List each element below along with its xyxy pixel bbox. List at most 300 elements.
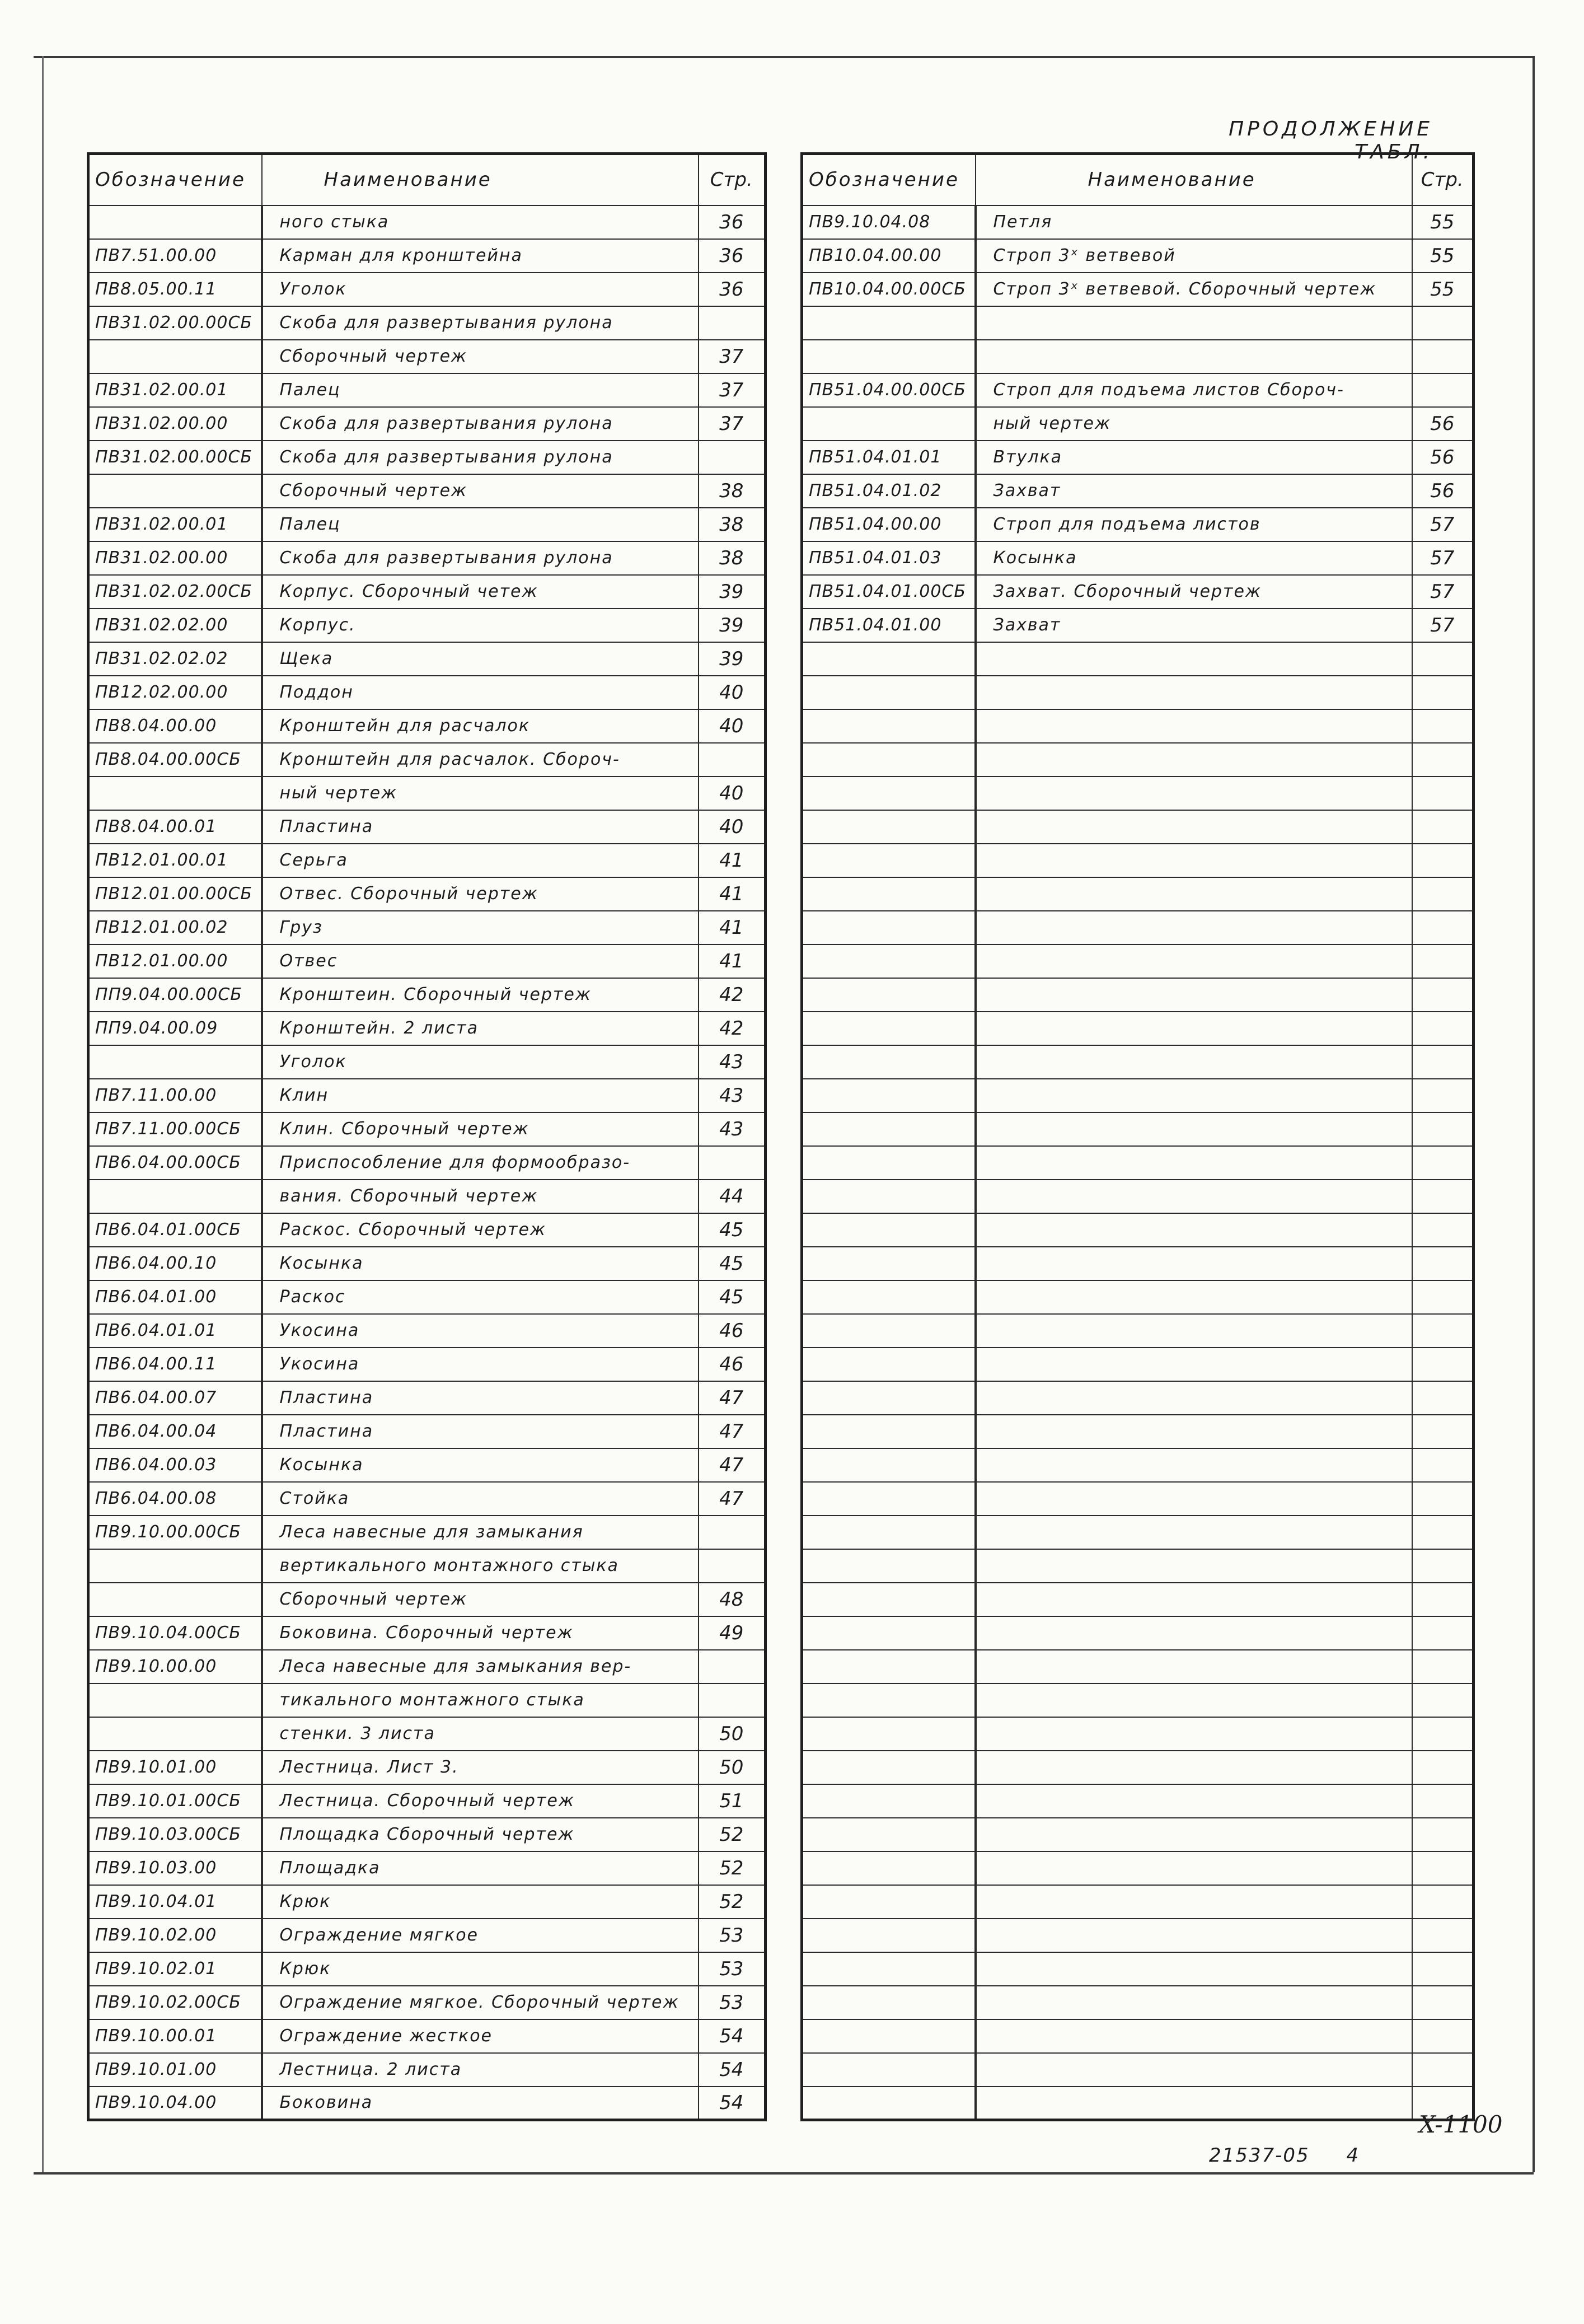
- designation-cell: [802, 1381, 976, 1415]
- table-row: [88, 743, 766, 777]
- designation-cell: [802, 1415, 976, 1448]
- table-row: [88, 1818, 766, 1851]
- page-cell: 41: [699, 944, 766, 978]
- page-cell: [699, 1684, 766, 1717]
- name-cell: Кронштеин. Сборочный чертеж: [262, 978, 699, 1012]
- name-cell: [976, 1516, 1412, 1549]
- designation-cell: ПВ31.02.00.00СБ: [88, 441, 262, 474]
- name-cell: [976, 1314, 1412, 1348]
- name-cell: Захват: [976, 609, 1412, 642]
- name-cell: [976, 1381, 1412, 1415]
- designation-cell: [802, 2087, 976, 2120]
- name-cell: ного стыка: [262, 205, 699, 239]
- page-cell: 50: [699, 1717, 766, 1751]
- table-row: [88, 1851, 766, 1885]
- designation-cell: ПВ31.02.00.00СБ: [88, 306, 262, 340]
- page-cell: [1412, 1919, 1474, 1952]
- table-row: [802, 877, 1474, 911]
- name-cell: Сборочный чертеж: [262, 340, 699, 373]
- page-cell: 41: [699, 844, 766, 877]
- right-table-body: [802, 205, 1474, 2120]
- page-cell: 38: [699, 474, 766, 508]
- table-row: [802, 1516, 1474, 1549]
- page-cell: [1412, 743, 1474, 777]
- frame-bottom-line: [34, 2172, 1534, 2175]
- designation-cell: ПВ9.10.04.00: [88, 2087, 262, 2120]
- document-stamp: [1209, 2144, 1360, 2167]
- page-cell: 53: [699, 1986, 766, 2019]
- name-cell: Пластина: [262, 1381, 699, 1415]
- name-cell: тикального монтажного стыка: [262, 1684, 699, 1717]
- name-cell: Площадка Сборочный чертеж: [262, 1818, 699, 1851]
- page-cell: [1412, 642, 1474, 676]
- name-cell: [976, 1818, 1412, 1851]
- designation-cell: ПП9.04.00.00СБ: [88, 978, 262, 1012]
- name-cell: Лестница. Сборочный чертеж: [262, 1784, 699, 1818]
- name-cell: [976, 1583, 1412, 1616]
- header-page: Стр.: [1412, 154, 1474, 205]
- table-row: [802, 2019, 1474, 2053]
- table-row: [88, 777, 766, 810]
- name-cell: Боковина: [262, 2087, 699, 2120]
- designation-cell: ПВ9.10.00.00СБ: [88, 1516, 262, 1549]
- page-cell: 36: [699, 239, 766, 273]
- designation-cell: [802, 642, 976, 676]
- designation-cell: ПВ12.01.00.00: [88, 944, 262, 978]
- designation-cell: ПВ51.04.01.02: [802, 474, 976, 508]
- designation-cell: ПВ7.11.00.00: [88, 1079, 262, 1112]
- designation-cell: [802, 2019, 976, 2053]
- designation-cell: ПВ6.04.00.08: [88, 1482, 262, 1516]
- name-cell: [976, 1684, 1412, 1717]
- table-row: [88, 944, 766, 978]
- sheet-number: 4: [1346, 2144, 1360, 2167]
- page-cell: 52: [699, 1851, 766, 1885]
- table-row: [802, 1986, 1474, 2019]
- designation-cell: [802, 1112, 976, 1146]
- name-cell: Площадка: [262, 1851, 699, 1885]
- name-cell: Груз: [262, 911, 699, 944]
- designation-cell: ПВ6.04.00.11: [88, 1348, 262, 1381]
- header-page: Стр.: [699, 154, 766, 205]
- designation-cell: ПВ51.04.01.03: [802, 541, 976, 575]
- table-row: [88, 1415, 766, 1448]
- table-row: [802, 1784, 1474, 1818]
- designation-cell: ПВ10.04.00.00: [802, 239, 976, 273]
- designation-cell: ПВ31.02.00.00: [88, 407, 262, 441]
- page-cell: [1412, 1885, 1474, 1919]
- page-cell: 39: [699, 575, 766, 609]
- page-cell: 37: [699, 407, 766, 441]
- designation-cell: ПВ6.04.00.04: [88, 1415, 262, 1448]
- table-row: [802, 407, 1474, 441]
- table-row: [88, 1885, 766, 1919]
- designation-cell: [802, 1952, 976, 1986]
- page-cell: [1412, 810, 1474, 844]
- name-cell: вания. Сборочный чертеж: [262, 1180, 699, 1213]
- name-cell: [976, 844, 1412, 877]
- name-cell: Сборочный чертеж: [262, 474, 699, 508]
- designation-cell: [802, 1516, 976, 1549]
- page-cell: [1412, 1448, 1474, 1482]
- page-cell: [1412, 306, 1474, 340]
- designation-cell: [802, 1045, 976, 1079]
- page-cell: 47: [699, 1415, 766, 1448]
- designation-cell: [802, 1986, 976, 2019]
- designation-cell: ПВ6.04.00.07: [88, 1381, 262, 1415]
- table-row: [802, 1851, 1474, 1885]
- name-cell: [976, 743, 1412, 777]
- table-header-row: [802, 154, 1474, 205]
- page-cell: [1412, 844, 1474, 877]
- name-cell: [976, 2019, 1412, 2053]
- page-cell: [1412, 709, 1474, 743]
- page-cell: [699, 1146, 766, 1180]
- designation-cell: ПВ8.04.00.00СБ: [88, 743, 262, 777]
- name-cell: Косынка: [976, 541, 1412, 575]
- table-row: [802, 911, 1474, 944]
- name-cell: [976, 1079, 1412, 1112]
- table-row: [802, 1919, 1474, 1952]
- table-row: [802, 844, 1474, 877]
- page-cell: [1412, 978, 1474, 1012]
- table-row: [88, 1986, 766, 2019]
- page-cell: 43: [699, 1112, 766, 1146]
- name-cell: Петля: [976, 205, 1412, 239]
- drawing-index-table-right: [800, 152, 1475, 2121]
- designation-cell: ПВ31.02.00.01: [88, 508, 262, 541]
- name-cell: Скоба для развертывания рулона: [262, 407, 699, 441]
- page-cell: 40: [699, 676, 766, 709]
- designation-cell: ПВ12.01.00.02: [88, 911, 262, 944]
- name-cell: Строп 3ˣ ветвевой. Сборочный чертеж: [976, 273, 1412, 306]
- designation-cell: [88, 1180, 262, 1213]
- page-cell: 42: [699, 1012, 766, 1045]
- table-row: [802, 1650, 1474, 1684]
- table-row: [802, 1415, 1474, 1448]
- page-cell: [699, 1516, 766, 1549]
- page-cell: [1412, 340, 1474, 373]
- page-cell: 45: [699, 1213, 766, 1247]
- frame-left-line: [42, 56, 44, 2172]
- page-cell: 39: [699, 642, 766, 676]
- name-cell: вертикального монтажного стыка: [262, 1549, 699, 1583]
- name-cell: [976, 1751, 1412, 1784]
- table-row: [88, 1012, 766, 1045]
- designation-cell: [802, 1717, 976, 1751]
- table-row: [88, 373, 766, 407]
- name-cell: [976, 777, 1412, 810]
- name-cell: стенки. 3 листа: [262, 1717, 699, 1751]
- table-row: [88, 1280, 766, 1314]
- designation-cell: [802, 911, 976, 944]
- name-cell: Клин: [262, 1079, 699, 1112]
- table-row: [88, 1112, 766, 1146]
- page-cell: 36: [699, 205, 766, 239]
- designation-cell: [802, 1180, 976, 1213]
- designation-cell: [802, 844, 976, 877]
- designation-cell: [802, 877, 976, 911]
- page-cell: [1412, 1314, 1474, 1348]
- name-cell: Палец: [262, 373, 699, 407]
- name-cell: [976, 642, 1412, 676]
- table-row: [802, 340, 1474, 373]
- designation-cell: ПВ6.04.00.10: [88, 1247, 262, 1280]
- page-cell: 47: [699, 1448, 766, 1482]
- name-cell: Ограждение жесткое: [262, 2019, 699, 2053]
- page-cell: 36: [699, 273, 766, 306]
- designation-cell: [802, 676, 976, 709]
- name-cell: Пластина: [262, 1415, 699, 1448]
- designation-cell: [802, 1549, 976, 1583]
- name-cell: [976, 1616, 1412, 1650]
- table-row: [802, 1180, 1474, 1213]
- table-row: [802, 609, 1474, 642]
- table-row: [88, 1482, 766, 1516]
- page-cell: 40: [699, 709, 766, 743]
- frame-top-line: [34, 56, 1534, 58]
- designation-cell: ПВ7.51.00.00: [88, 239, 262, 273]
- designation-cell: ПВ51.04.00.00СБ: [802, 373, 976, 407]
- table-row: [88, 1583, 766, 1616]
- table-header-row: [88, 154, 766, 205]
- table-row: [802, 441, 1474, 474]
- page-cell: 57: [1412, 609, 1474, 642]
- designation-cell: [802, 1885, 976, 1919]
- page-cell: [1412, 1616, 1474, 1650]
- name-cell: Кронштейн для расчалок. Сбороч-: [262, 743, 699, 777]
- designation-cell: [802, 1851, 976, 1885]
- table-row: [88, 1079, 766, 1112]
- page-cell: 48: [699, 1583, 766, 1616]
- designation-cell: [802, 407, 976, 441]
- table-row: [802, 1348, 1474, 1381]
- table-row: [88, 474, 766, 508]
- name-cell: [976, 1112, 1412, 1146]
- page-cell: 37: [699, 373, 766, 407]
- name-cell: [976, 978, 1412, 1012]
- table-row: [88, 1717, 766, 1751]
- page-cell: [1412, 2053, 1474, 2087]
- designation-cell: [802, 1784, 976, 1818]
- designation-cell: ПВ9.10.03.00СБ: [88, 1818, 262, 1851]
- header-name: Наименование: [976, 154, 1412, 205]
- table-row: [88, 1616, 766, 1650]
- name-cell: Косынка: [262, 1448, 699, 1482]
- name-cell: Раскос. Сборочный чертеж: [262, 1213, 699, 1247]
- page-cell: 56: [1412, 441, 1474, 474]
- table-row: [802, 709, 1474, 743]
- table-row: [88, 2019, 766, 2053]
- designation-cell: ПВ9.10.00.00: [88, 1650, 262, 1684]
- table-row: [802, 575, 1474, 609]
- designation-cell: ПВ8.04.00.00: [88, 709, 262, 743]
- table-row: [802, 1549, 1474, 1583]
- name-cell: Стойка: [262, 1482, 699, 1516]
- name-cell: [976, 1952, 1412, 1986]
- page-cell: [699, 441, 766, 474]
- table-row: [88, 1381, 766, 1415]
- table-row: [88, 239, 766, 273]
- table-row: [802, 239, 1474, 273]
- page-cell: [1412, 1079, 1474, 1112]
- page-cell: 47: [699, 1482, 766, 1516]
- designation-cell: ПВ9.10.01.00: [88, 1751, 262, 1784]
- page-cell: 54: [699, 2087, 766, 2120]
- name-cell: Корпус.: [262, 609, 699, 642]
- page-cell: [1412, 1583, 1474, 1616]
- table-row: [802, 1012, 1474, 1045]
- designation-cell: [802, 1919, 976, 1952]
- page-cell: [1412, 1213, 1474, 1247]
- name-cell: Отвес: [262, 944, 699, 978]
- name-cell: ный чертеж: [262, 777, 699, 810]
- page-cell: 52: [699, 1885, 766, 1919]
- designation-cell: [802, 1650, 976, 1684]
- designation-cell: ПВ10.04.00.00СБ: [802, 273, 976, 306]
- designation-cell: ПВ12.02.00.00: [88, 676, 262, 709]
- table-row: [88, 1146, 766, 1180]
- designation-cell: [88, 1684, 262, 1717]
- name-cell: [976, 1650, 1412, 1684]
- table-row: [802, 1482, 1474, 1516]
- name-cell: [976, 1549, 1412, 1583]
- table-row: [802, 1079, 1474, 1112]
- table-row: [88, 1448, 766, 1482]
- name-cell: [976, 2087, 1412, 2120]
- page-cell: [699, 1549, 766, 1583]
- designation-cell: [88, 205, 262, 239]
- designation-cell: [802, 978, 976, 1012]
- table-row: [802, 1247, 1474, 1280]
- page-cell: 57: [1412, 508, 1474, 541]
- designation-cell: [802, 1751, 976, 1784]
- table-row: [88, 2053, 766, 2087]
- table-row: [88, 911, 766, 944]
- page-cell: 53: [699, 1952, 766, 1986]
- name-cell: [976, 1213, 1412, 1247]
- name-cell: Строп для подъема листов Сбороч-: [976, 373, 1412, 407]
- table-row: [802, 508, 1474, 541]
- designation-cell: [802, 1247, 976, 1280]
- page-cell: [1412, 676, 1474, 709]
- designation-cell: [802, 2053, 976, 2087]
- name-cell: Укосина: [262, 1348, 699, 1381]
- designation-cell: ПВ6.04.01.00СБ: [88, 1213, 262, 1247]
- designation-cell: ПВ31.02.00.01: [88, 373, 262, 407]
- page-cell: 38: [699, 508, 766, 541]
- page-cell: [1412, 1415, 1474, 1448]
- designation-cell: [88, 340, 262, 373]
- table-row: [88, 1045, 766, 1079]
- table-row: [88, 575, 766, 609]
- page-cell: [1412, 1045, 1474, 1079]
- designation-cell: ПВ9.10.00.01: [88, 2019, 262, 2053]
- designation-cell: ПВ51.04.00.00: [802, 508, 976, 541]
- table-row: [802, 1448, 1474, 1482]
- name-cell: Раскос: [262, 1280, 699, 1314]
- table-row: [802, 1952, 1474, 1986]
- page-cell: 55: [1412, 273, 1474, 306]
- name-cell: Отвес. Сборочный чертеж: [262, 877, 699, 911]
- designation-cell: ПВ7.11.00.00СБ: [88, 1112, 262, 1146]
- page-cell: [1412, 1146, 1474, 1180]
- designation-cell: [802, 1280, 976, 1314]
- designation-cell: [802, 1583, 976, 1616]
- name-cell: Скоба для развертывания рулона: [262, 306, 699, 340]
- page-cell: [1412, 1112, 1474, 1146]
- designation-cell: ПВ51.04.01.00СБ: [802, 575, 976, 609]
- designation-cell: [802, 340, 976, 373]
- table-row: [88, 1784, 766, 1818]
- designation-cell: ПВ51.04.01.00: [802, 609, 976, 642]
- page-cell: [1412, 1684, 1474, 1717]
- page-cell: [1412, 1247, 1474, 1280]
- page-cell: 55: [1412, 205, 1474, 239]
- name-cell: [976, 1717, 1412, 1751]
- name-cell: Строп 3ˣ ветвевой: [976, 239, 1412, 273]
- table-row: [802, 1583, 1474, 1616]
- table-row: [802, 306, 1474, 340]
- page-cell: [699, 1650, 766, 1684]
- designation-cell: ПВ6.04.01.00: [88, 1280, 262, 1314]
- name-cell: Крюк: [262, 1885, 699, 1919]
- page-cell: 49: [699, 1616, 766, 1650]
- name-cell: ный чертеж: [976, 407, 1412, 441]
- table-row: [88, 1516, 766, 1549]
- name-cell: Серьга: [262, 844, 699, 877]
- table-row: [802, 1314, 1474, 1348]
- table-row: [88, 1348, 766, 1381]
- name-cell: [976, 1986, 1412, 2019]
- designation-cell: [802, 1818, 976, 1851]
- name-cell: Ограждение мягкое. Сборочный чертеж: [262, 1986, 699, 2019]
- designation-cell: ПВ6.04.00.00СБ: [88, 1146, 262, 1180]
- page-cell: 45: [699, 1280, 766, 1314]
- table-row: [88, 810, 766, 844]
- table-row: [802, 743, 1474, 777]
- table-row: [88, 1952, 766, 1986]
- page-cell: [1412, 1717, 1474, 1751]
- designation-cell: [802, 944, 976, 978]
- table-row: [802, 1751, 1474, 1784]
- page-cell: [1412, 1180, 1474, 1213]
- table-row: [88, 441, 766, 474]
- table-row: [88, 609, 766, 642]
- name-cell: [976, 911, 1412, 944]
- name-cell: [976, 1919, 1412, 1952]
- designation-cell: ПВ9.10.04.00СБ: [88, 1616, 262, 1650]
- name-cell: Лестница. 2 листа: [262, 2053, 699, 2087]
- page-cell: [1412, 1650, 1474, 1684]
- table-row: [802, 205, 1474, 239]
- name-cell: [976, 1012, 1412, 1045]
- table-row: [88, 340, 766, 373]
- name-cell: [976, 1448, 1412, 1482]
- page-cell: [1412, 1482, 1474, 1516]
- designation-cell: ПВ31.02.00.00: [88, 541, 262, 575]
- name-cell: [976, 1784, 1412, 1818]
- designation-cell: ПВ12.01.00.01: [88, 844, 262, 877]
- page-cell: 40: [699, 810, 766, 844]
- page-cell: [1412, 944, 1474, 978]
- designation-cell: ПВ8.05.00.11: [88, 273, 262, 306]
- page-cell: 52: [699, 1818, 766, 1851]
- name-cell: Захват. Сборочный чертеж: [976, 575, 1412, 609]
- page-cell: 43: [699, 1045, 766, 1079]
- table-row: [88, 676, 766, 709]
- designation-cell: [802, 1482, 976, 1516]
